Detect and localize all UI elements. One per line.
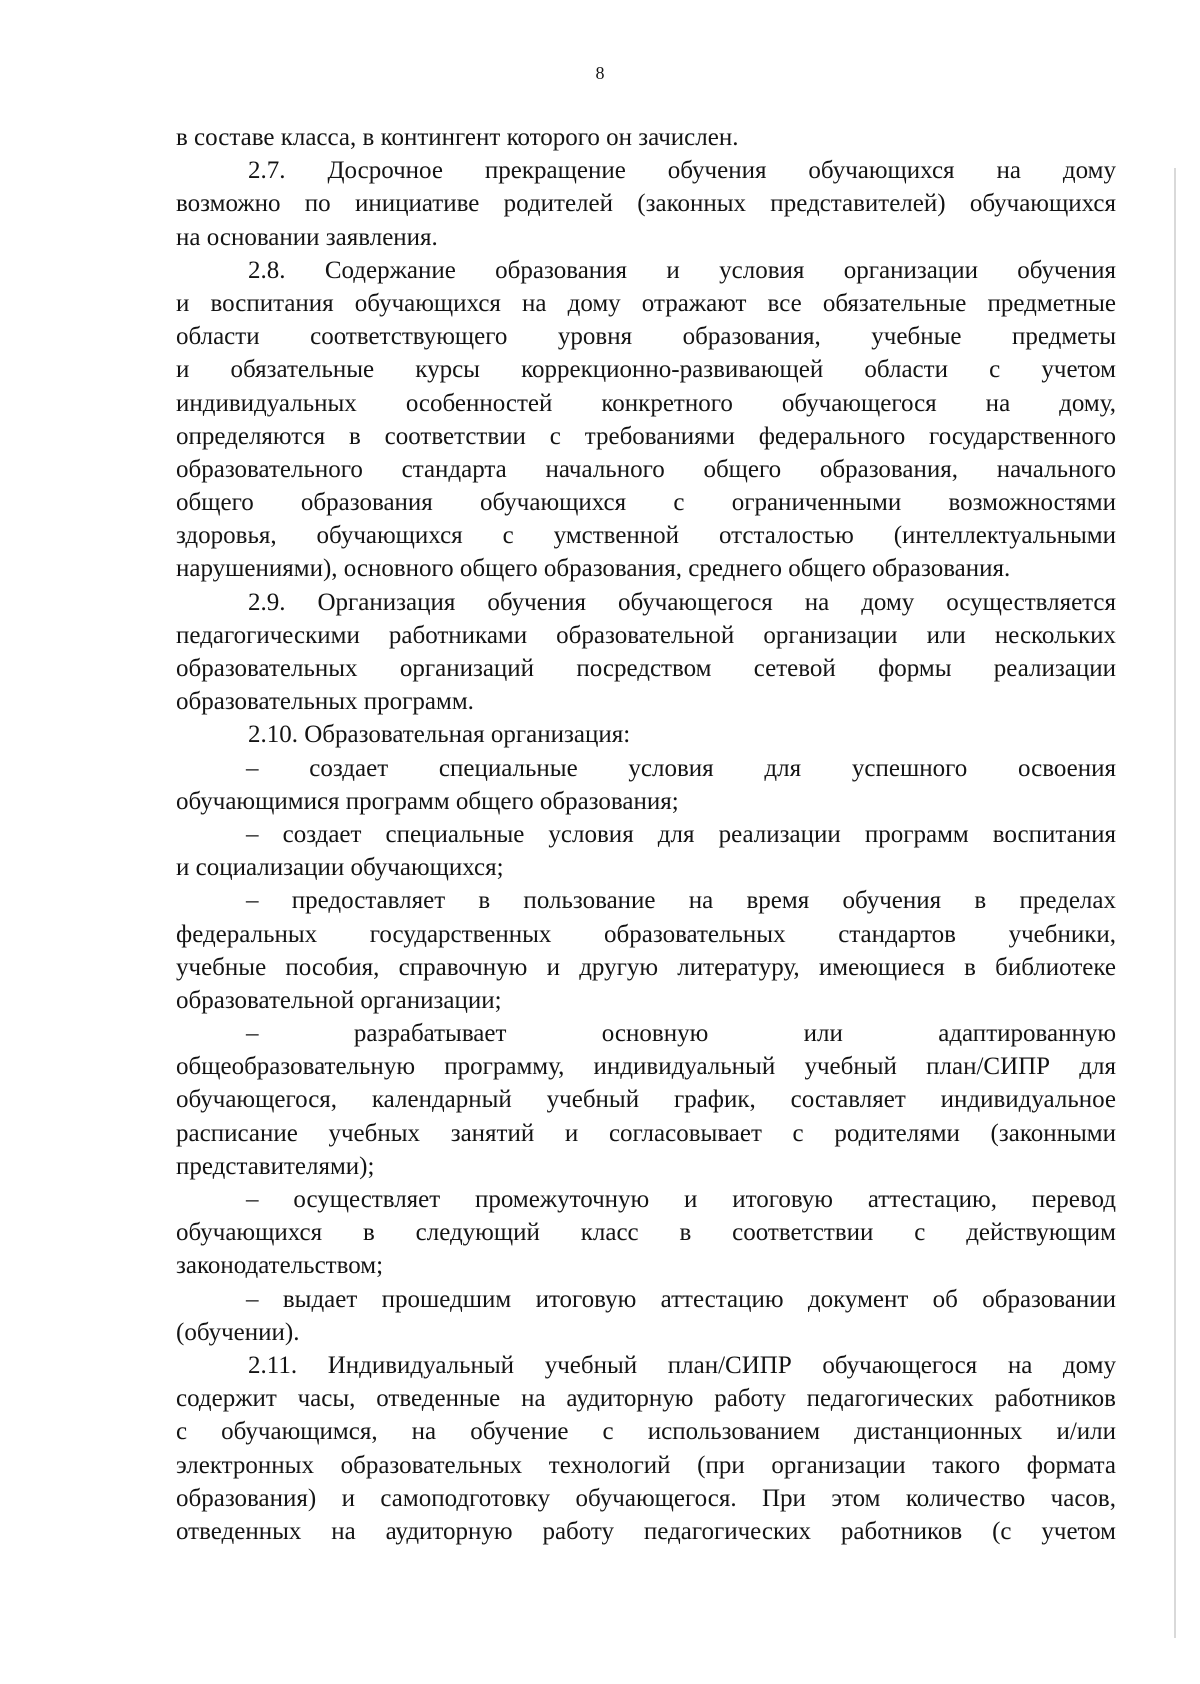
document-body bbox=[176, 121, 1116, 1548]
text-line: 2.9. Организация обучения обучающегося на дому осуществляется bbox=[248, 588, 1116, 616]
text-line: области соответствующего уровня образования, учебные предметы bbox=[176, 323, 1116, 351]
text-line: – разрабатывает основную или адаптированную bbox=[246, 1020, 1116, 1048]
text-line: образовательных организаций посредством сетевой формы реализации bbox=[176, 655, 1116, 682]
text-line: (обучении). bbox=[176, 1318, 300, 1346]
text-line: и воспитания обучающихся на дому отражают все обязательные предметные bbox=[176, 289, 1116, 317]
text-line: федеральных государственных образовательных стандартов учебники, bbox=[176, 920, 1116, 948]
text-line: 2.11. Индивидуальный учебный план/СИПР обучающегося на дому bbox=[248, 1351, 1116, 1379]
text-line: здоровья, обучающихся с умственной отсталостью (интеллектуальными bbox=[176, 522, 1116, 550]
text-line: содержит часы, отведенные на аудиторную работу педагогических работников bbox=[176, 1385, 1116, 1413]
text-line: 2.10. Образовательная организация: bbox=[248, 721, 631, 749]
text-line: законодательством; bbox=[176, 1252, 384, 1280]
page-number: 8 bbox=[595, 63, 605, 83]
text-line: возможно по инициативе родителей (законных представителей) обучающихся bbox=[176, 190, 1116, 218]
text-line: – предоставляет в пользование на время обучения в пределах bbox=[246, 887, 1116, 915]
text-line: учебные пособия, справочную и другую литературу, имеющиеся в библиотеке bbox=[176, 953, 1116, 981]
text-line: и социализации обучающихся; bbox=[176, 854, 504, 882]
text-line: педагогическими работниками образовательной организации или нескольких bbox=[176, 621, 1116, 649]
text-line: определяются в соответствии с требованиями федерального государственного bbox=[176, 422, 1116, 450]
text-line: индивидуальных особенностей конкретного обучающегося на дому, bbox=[176, 389, 1116, 417]
text-line: расписание учебных занятий и согласовывает с родителями (законными bbox=[176, 1119, 1116, 1147]
text-line: на основании заявления. bbox=[176, 223, 438, 251]
text-line: обучающегося, календарный учебный график, составляет индивидуальное bbox=[176, 1086, 1116, 1114]
text-line: общеобразовательную программу, индивидуальный учебный план/СИПР для bbox=[176, 1053, 1116, 1081]
text-line: 2.7. Досрочное прекращение обучения обучающихся на дому bbox=[248, 157, 1116, 185]
text-line: образовательного стандарта начального общего образования, начального bbox=[176, 455, 1116, 483]
text-line: образовательных программ. bbox=[176, 688, 474, 716]
text-line: обучающимися программ общего образования; bbox=[176, 787, 679, 815]
text-line: образовательной организации; bbox=[176, 986, 502, 1014]
text-line: – создает специальные условия для успешного освоения bbox=[246, 754, 1116, 782]
text-line: и обязательные курсы коррекционно-развивающей области с учетом bbox=[176, 356, 1116, 384]
text-line: общего образования обучающихся с ограниченными возможностями bbox=[176, 489, 1116, 517]
text-line: в составе класса, в контингент которого он зачислен. bbox=[176, 124, 739, 151]
text-line: электронных образовательных технологий (при организации такого формата bbox=[176, 1451, 1116, 1479]
text-line: нарушениями), основного общего образования, среднего общего образования. bbox=[176, 555, 1011, 583]
text-line: с обучающимся, на обучение с использованием дистанционных и/или bbox=[176, 1418, 1116, 1446]
scan-edge-line bbox=[1174, 168, 1176, 1638]
text-line: обучающихся в следующий класс в соответствии с действующим bbox=[176, 1219, 1116, 1247]
text-line: – выдает прошедшим итоговую аттестацию документ об образовании bbox=[246, 1285, 1116, 1313]
text-line: – создает специальные условия для реализации программ воспитания bbox=[246, 820, 1116, 848]
text-line: – осуществляет промежуточную и итоговую аттестацию, перевод bbox=[246, 1186, 1116, 1213]
text-line: 2.8. Содержание образования и условия организации обучения bbox=[248, 256, 1116, 284]
text-line: образования) и самоподготовку обучающегося. При этом количество часов, bbox=[176, 1484, 1116, 1512]
text-line: представителями); bbox=[176, 1152, 375, 1180]
text-line: отведенных на аудиторную работу педагогических работников (с учетом bbox=[176, 1517, 1116, 1545]
